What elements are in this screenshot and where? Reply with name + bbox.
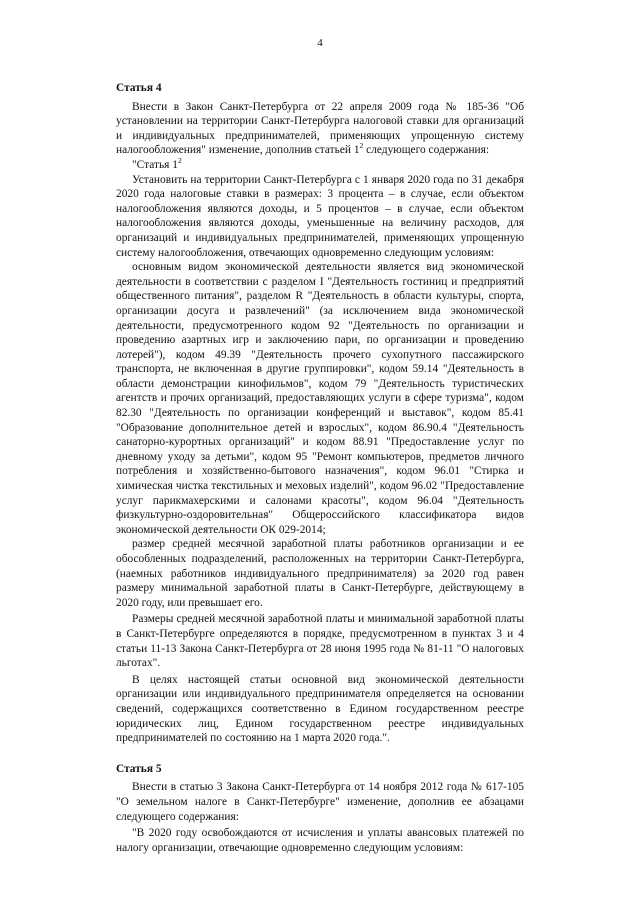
article-4-paragraph-2: основным видом экономической деятельности является вид экономической деятельности в соответствии с разделом I "Деятельность гостиниц и предприятий общественного питания", разделом R "Деятельность в области культуры, спорта, организации досуга и развлечений" (за исключением вида экономической деятельности, предусмотренного кодом 92 "Деятельность по организации и проведению азартных игр и заключению пари, по организации и проведению лотерей"), кодом 49.39 "Деятельность прочего сухопутного пассажирского транспорта, не включенная в другие группировки", кодом 59.14 "Деятельность в области демонстрации кинофильмов", кодом 79 "Деятельность туристических агентств и прочих организаций, предоставляющих услуги в сфере туризма", кодом 82.30 "Деятельность по организации конференций и выставок", кодом 85.41 "Образование дополнительное детей и взрослых", кодом 86.90.4 "Деятельность санаторно-курортных организаций" и кодом 88.91 "Предоставление услуг по дневному уходу за детьми", кодом 95 "Ремонт компьютеров, предметов личного потребления и хозяйственно-бытового назначения", кодом 96.01 "Стирка и химическая чистка текстильных и меховых изделий", кодом 96.02 "Предоставление услуг парикмахерскими и салонами красоты", кодом 96.04 "Деятельность физкультурно-оздоровительная" Общероссийского классификатора видов экономической деятельности ОК 029-2014; bbox=[116, 261, 524, 536]
new-article-title bbox=[116, 155, 524, 173]
article-5-paragraph-1: Внести в статью 3 Закона Санкт-Петербурга от 14 ноября 2012 года № 617-105 "О земельном налоге в Санкт-Петербурге" изменение, дополнив ее абзацами следующего содержания: bbox=[116, 781, 524, 823]
article-4-heading: Статья 4 bbox=[116, 82, 162, 94]
document-body bbox=[116, 81, 524, 855]
article-5-heading: Статья 5 bbox=[116, 762, 162, 775]
article-5-paragraph-2: "В 2020 году освобождаются от исчисления и уплаты авансовых платежей по налогу организации, отвечающие одновременно следующим условиям: bbox=[116, 827, 524, 854]
section-spacer bbox=[116, 746, 524, 762]
article-4-paragraph-5: В целях настоящей статьи основной вид экономической деятельности организации или индивидуального предпринимателя определяется на основании сведений, содержащихся соответственно в Едином государственном реестре юридических лиц, Едином государственном реестре индивидуальных предпринимателей по состоянию на 1 марта 2020 года.". bbox=[116, 673, 524, 745]
article-4-intro-tail: следующего содержания: bbox=[363, 144, 490, 157]
article-4-paragraph-1: Установить на территории Санкт-Петербурга с 1 января 2020 года по 31 декабря 2020 года налоговые ставки в размерах: 3 процента – в случае, если объектом налогообложения являются доходы, и 5 процентов – в случае, если объектом налогообложения являются доходы, уменьшенные на величину расходов, для организаций и индивидуальных предпринимателей, применяющих упрощенную систему налогообложения, отвечающих одновременно следующим условиям: bbox=[116, 173, 524, 259]
article-4-paragraph-4: Размеры средней месячной заработной платы и минимальной заработной платы в Санкт-Петербурге определяются в порядке, предусмотренном в пунктах 3 и 4 статьи 11-13 Закона Санкт-Петербурга от 28 июня 1995 года № 81-11 "О налоговых льготах". bbox=[116, 613, 524, 670]
article-4-paragraph-3: размер средней месячной заработной платы работников организации и ее обособленных подразделений, расположенных на территории Санкт-Петербурга, (наемных работников индивидуального предпринимателя) за 2020 год равен размеру минимальной заработной платы в Санкт-Петербурге, действующему в 2020 году, или превышает его. bbox=[116, 538, 524, 609]
article-4-intro-superscript: 2 bbox=[359, 141, 364, 151]
article-4-intro bbox=[116, 100, 524, 158]
article-4-intro-text: Внести в Закон Санкт-Петербурга от 22 апреля 2009 года № 185-36 "Об установлении на территории Санкт-Петербурга налоговой ставки для организаций и индивидуальных предпринимателей, применяющих упрощенную систему налогообложения" изменение, дополнив статьей 1 bbox=[116, 100, 524, 157]
page-number: 4 bbox=[317, 37, 323, 49]
new-article-title-superscript: 2 bbox=[177, 155, 182, 165]
new-article-title-text: "Статья 1 bbox=[132, 158, 178, 171]
